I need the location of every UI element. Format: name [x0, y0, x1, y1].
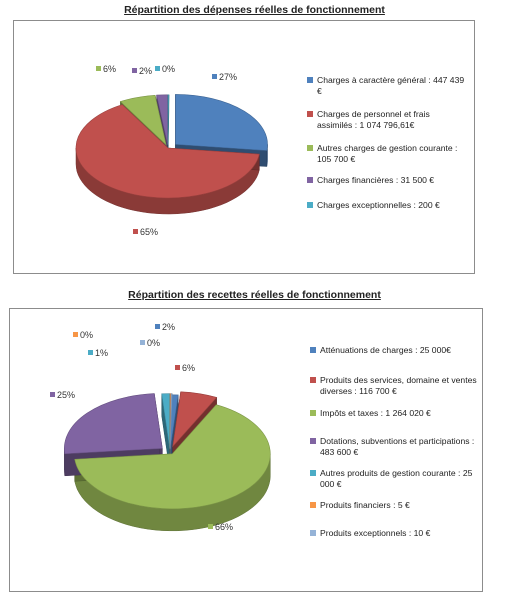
pct-label-6: 0% [147, 338, 161, 348]
legend-label: Charges de personnel et frais assimilés : 1 074 796,61€ [317, 109, 430, 130]
pct-label-4: 0% [162, 64, 176, 74]
pct-marker-0 [212, 74, 217, 79]
pie-chart-1 [50, 322, 270, 532]
pct-marker-4 [155, 66, 160, 71]
pct-label-0: 27% [219, 72, 238, 82]
legend-label: Charges financières : 31 500 € [317, 175, 435, 185]
slice-0 [175, 94, 267, 150]
revenues-chart-title: Répartition des recettes réelles de fonctionnement [128, 289, 381, 301]
expenses-chart-title: Répartition des dépenses réelles de fonctionnement [124, 4, 385, 16]
legend-label: Produits des services, domaine et ventes diverses : 116 700 € [320, 375, 477, 396]
pct-label-4: 1% [95, 348, 109, 358]
legend-label: Produits exceptionnels : 10 € [320, 528, 431, 538]
pct-label-3: 25% [57, 390, 76, 400]
legend-label: Charges à caractère général : 447 439 € [317, 75, 465, 96]
pct-marker-0 [155, 324, 160, 329]
pct-marker-2 [96, 66, 101, 71]
legend-label: Impôts et taxes : 1 264 020 € [320, 408, 431, 418]
pct-label-0: 2% [162, 322, 176, 332]
legend-label: Autres charges de gestion courante : 105 700 € [317, 143, 458, 164]
pct-marker-1 [175, 365, 180, 370]
legend-label: Dotations, subventions et participations : 483 600 € [320, 436, 475, 457]
legend-label: Produits financiers : 5 € [320, 500, 410, 510]
pct-label-2: 66% [215, 522, 234, 532]
pct-marker-2 [208, 524, 213, 529]
slice-3 [64, 394, 162, 454]
pct-label-1: 65% [140, 227, 159, 237]
pct-marker-3 [50, 392, 55, 397]
pct-label-3: 2% [139, 66, 153, 76]
pct-marker-4 [88, 350, 93, 355]
pct-marker-6 [140, 340, 145, 345]
legend-label: Atténuations de charges : 25 000€ [320, 345, 451, 355]
legend-label: Autres produits de gestion courante : 25 000 € [320, 468, 473, 489]
pct-label-2: 6% [103, 64, 117, 74]
legend-label: Charges exceptionnelles : 200 € [317, 200, 440, 210]
pct-marker-5 [73, 332, 78, 337]
pct-marker-3 [132, 68, 137, 73]
pct-label-5: 0% [80, 330, 94, 340]
pie-chart-0 [76, 64, 268, 237]
pct-marker-1 [133, 229, 138, 234]
pct-label-1: 6% [182, 363, 196, 373]
